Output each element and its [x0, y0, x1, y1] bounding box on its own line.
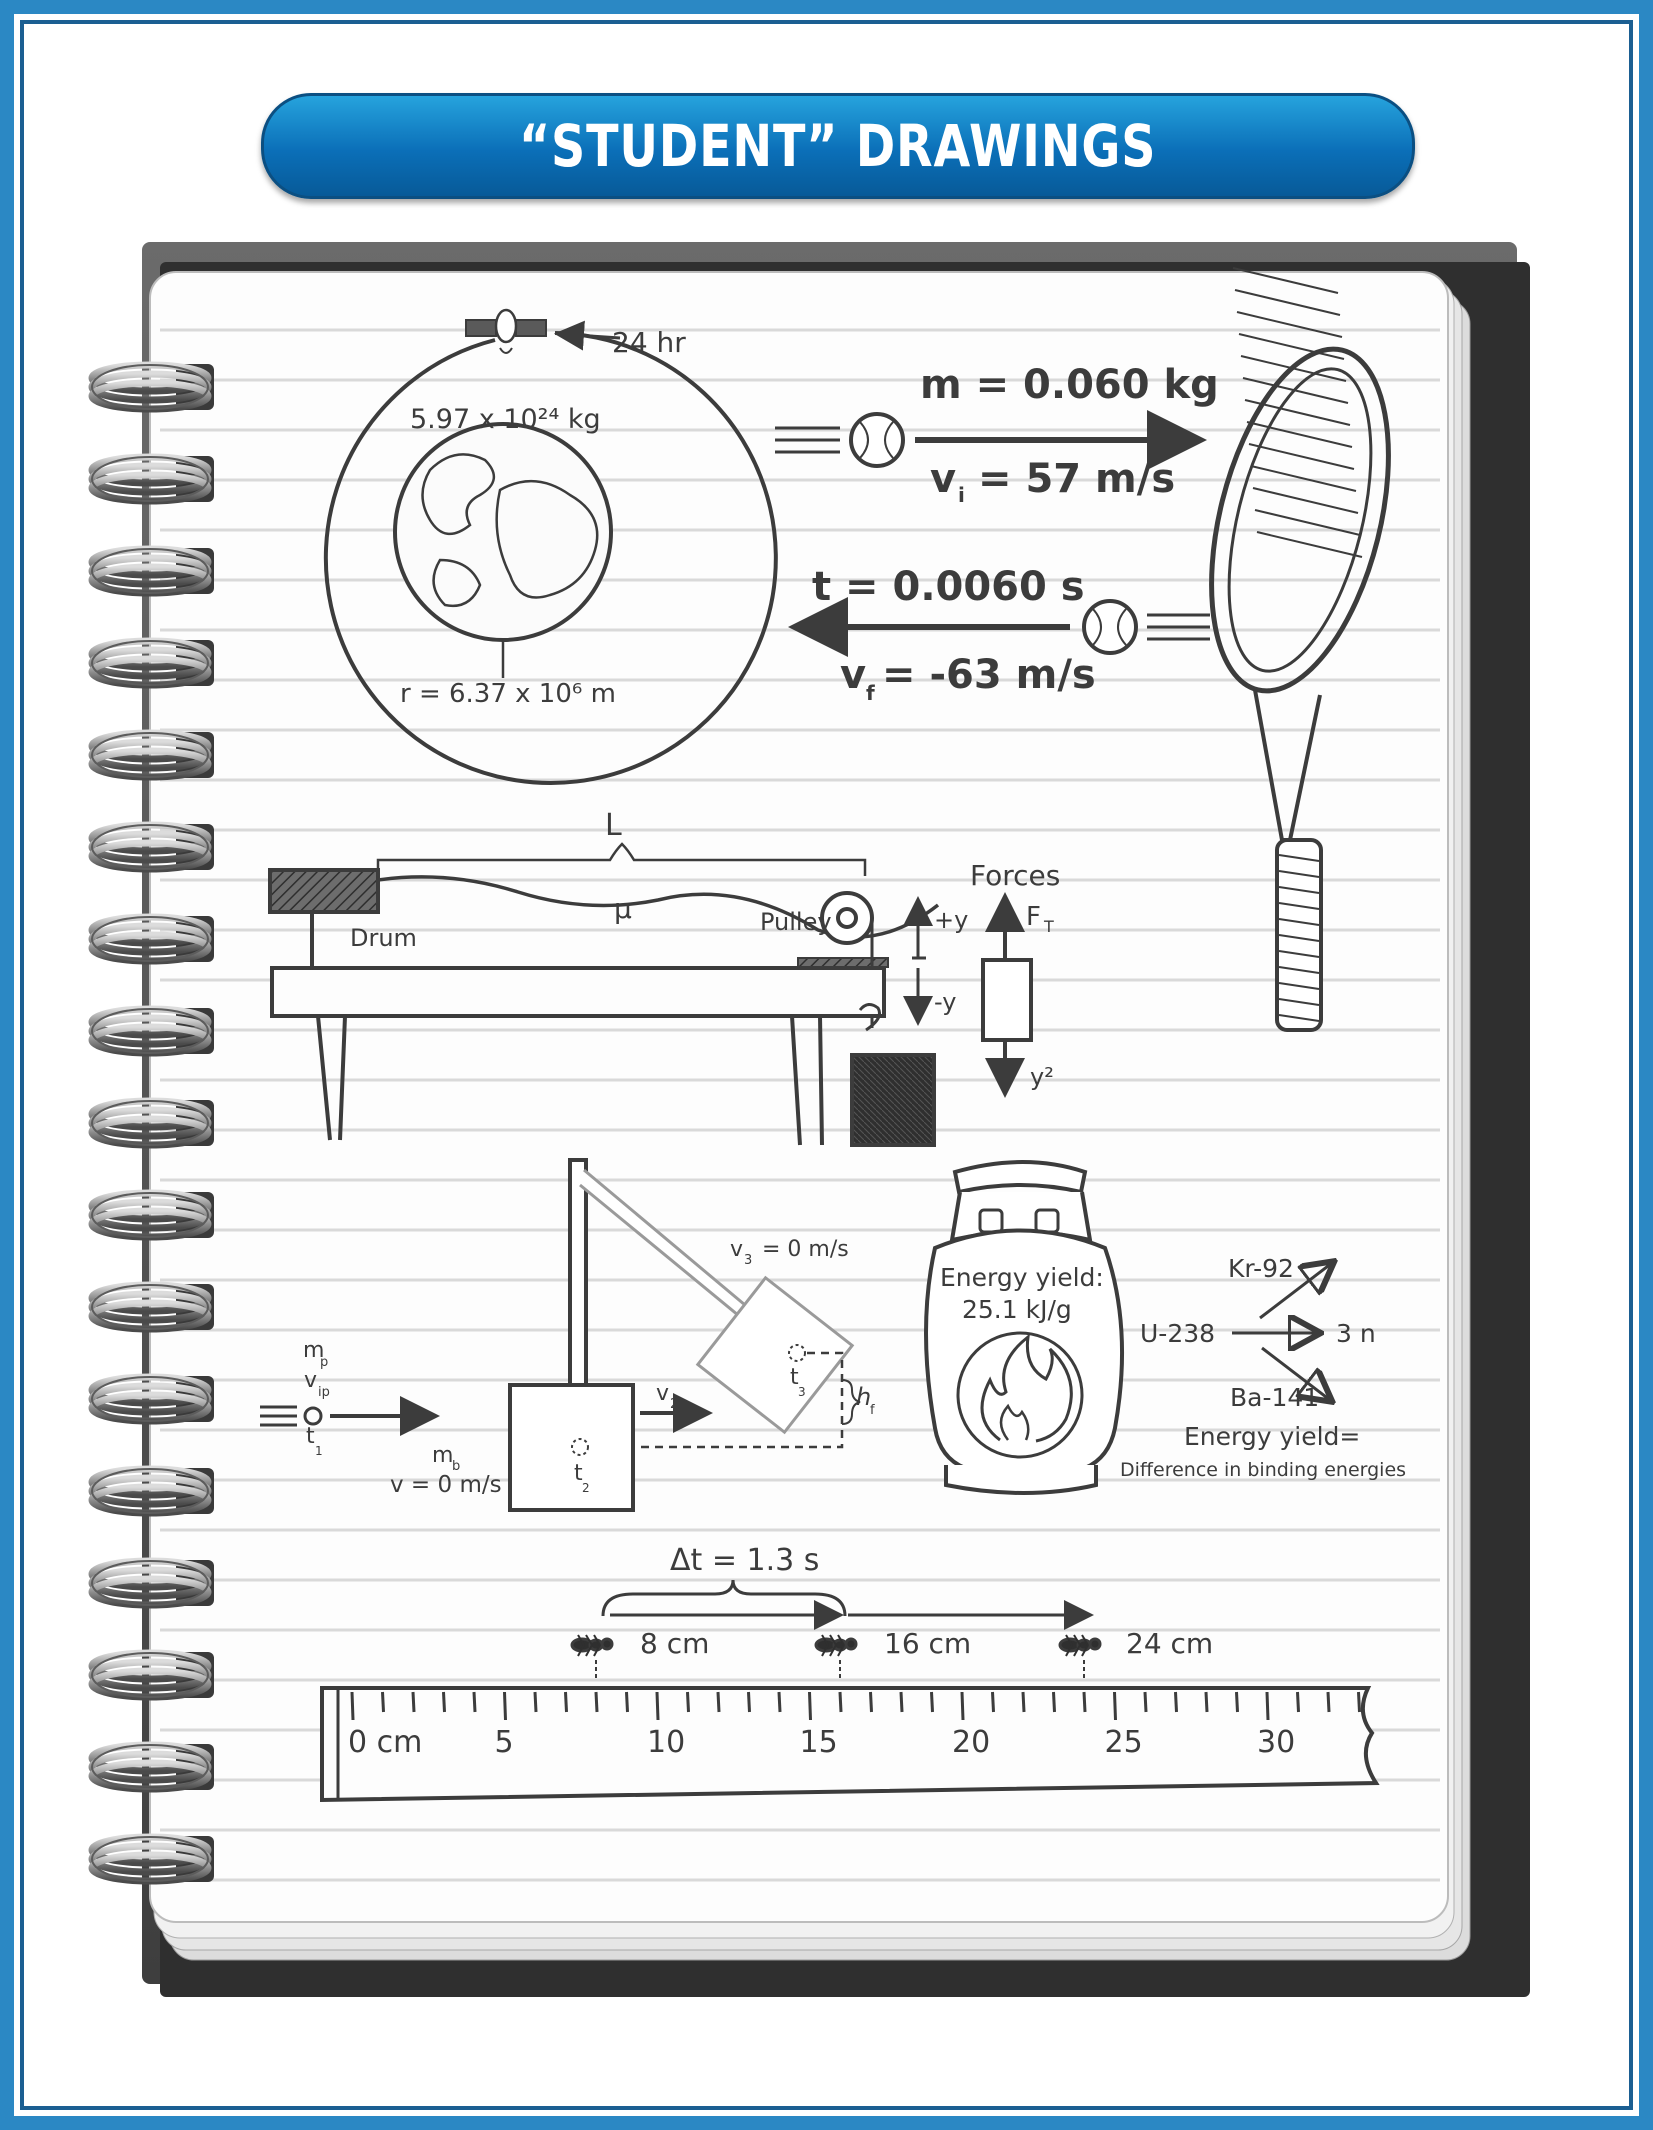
ant-position-label-3: 24 cm — [1126, 1627, 1214, 1660]
ant-position-label-1: 8 cm — [640, 1627, 710, 1660]
ruler-tick — [1298, 1692, 1299, 1712]
ruler-tick — [535, 1692, 536, 1712]
ruler-tick — [749, 1692, 750, 1712]
projectile-velocity-subscript: ip — [318, 1385, 330, 1400]
initial-velocity-subscript: i — [958, 483, 965, 507]
ruler-tick — [444, 1692, 445, 1712]
ruler-tick — [718, 1692, 719, 1712]
final-velocity-symbol: v — [840, 652, 867, 698]
height-symbol: h — [856, 1383, 872, 1411]
final-velocity-value: = -63 m/s — [882, 652, 1096, 698]
ruler-tick — [810, 1692, 811, 1720]
ruler-tick — [596, 1692, 597, 1712]
contact-time-label: t = 0.0060 s — [812, 564, 1085, 610]
ruler-tick-label: 20 — [952, 1725, 991, 1760]
ruler-tick — [1176, 1692, 1177, 1712]
tank-energy-yield-label: Energy yield: — [940, 1263, 1104, 1292]
ruler-tick — [932, 1692, 933, 1712]
ruler-tick — [505, 1692, 506, 1720]
ruler-tick — [840, 1692, 841, 1712]
banner-title: “STUDENT” DRAWINGS — [519, 112, 1157, 180]
block-initial-velocity: v = 0 m/s — [390, 1472, 502, 1498]
forces-label: Forces — [970, 859, 1061, 892]
projectile-mass-subscript: p — [320, 1355, 329, 1370]
ruler-tick-label: 25 — [1104, 1725, 1143, 1760]
ruler-tick — [1145, 1692, 1146, 1712]
fission-energy-yield-caption: Difference in binding energies — [1120, 1459, 1407, 1481]
block-mass-symbol: m — [432, 1443, 454, 1468]
ruler-tick — [1267, 1692, 1268, 1720]
ruler-tick — [779, 1692, 780, 1712]
pendulum-rod — [570, 1160, 586, 1392]
tennis-ball-icon-return — [1084, 601, 1136, 653]
ant-position-label-2: 16 cm — [884, 1627, 972, 1660]
block-velocity-symbol: v — [656, 1381, 670, 1406]
fission-parent-label: U-238 — [1140, 1319, 1216, 1348]
weight-force-label: y² — [1030, 1063, 1054, 1091]
ruler-tick — [566, 1692, 567, 1712]
ruler-tick — [688, 1692, 689, 1712]
initial-velocity-symbol: v — [930, 456, 957, 502]
earth-mass-label: 5.97 x 10²⁴ kg — [410, 404, 601, 435]
top-time-symbol: t — [790, 1365, 799, 1390]
minus-y-label: -y — [934, 988, 957, 1016]
ruler-tick — [1084, 1692, 1085, 1712]
tennis-ball-icon — [851, 414, 903, 466]
ruler-tick-label: 10 — [647, 1725, 686, 1760]
ruler-tick — [1023, 1692, 1024, 1712]
ruler-tick — [901, 1692, 902, 1712]
ruler-tick — [1237, 1692, 1238, 1712]
top-velocity-symbol: v — [730, 1237, 744, 1262]
ruler-tick — [627, 1692, 628, 1712]
ruler-tick-label: 15 — [799, 1725, 838, 1760]
orbit-radius-label: r = 6.37 x 10⁶ m — [400, 679, 616, 709]
linear-density-label: μ — [614, 892, 632, 925]
ruler-tick — [383, 1692, 384, 1712]
drum-block — [270, 870, 378, 912]
ruler-tick — [474, 1692, 475, 1712]
projectile-mass-symbol: m — [303, 1338, 325, 1363]
ruler-tick — [1328, 1692, 1329, 1712]
ruler-tick-label: 30 — [1257, 1725, 1296, 1760]
projectile-time-symbol: t — [306, 1424, 315, 1449]
block-time-symbol: t — [574, 1461, 583, 1486]
tension-force-subscript: T — [1044, 917, 1054, 936]
projectile-time-subscript: 1 — [315, 1444, 323, 1458]
ruler-tick — [657, 1692, 658, 1720]
top-velocity-subscript: 3 — [744, 1253, 753, 1268]
fission-product-barium: Ba-141 — [1230, 1383, 1320, 1412]
ruler-tick — [1115, 1692, 1116, 1720]
orbit-period-label: 24 hr — [612, 326, 686, 359]
hanging-mass — [852, 1055, 934, 1145]
fission-product-krypton: Kr-92 — [1228, 1254, 1294, 1283]
pulley-mount — [798, 958, 888, 967]
ruler-tick — [1359, 1692, 1360, 1712]
pulley-label: Pulley — [760, 908, 832, 936]
block-mass-subscript: b — [452, 1459, 461, 1474]
initial-velocity-value: = 57 m/s — [978, 456, 1176, 502]
time-interval-label: Δt = 1.3 s — [670, 1543, 820, 1578]
tank-energy-yield-value: 25.1 kJ/g — [962, 1295, 1072, 1324]
top-time-subscript: 3 — [798, 1385, 806, 1399]
ruler-body — [322, 1688, 1376, 1800]
ruler-tick — [962, 1692, 963, 1720]
projectile-velocity-symbol: v — [304, 1368, 318, 1393]
ruler-tick — [871, 1692, 872, 1712]
table-top — [272, 968, 884, 1016]
ball-mass-label: m = 0.060 kg — [920, 362, 1219, 408]
block-velocity-subscript: 2 — [670, 1397, 679, 1412]
ruler-tick — [993, 1692, 994, 1712]
ruler-tick — [413, 1692, 414, 1712]
ruler-tick-label: 5 — [494, 1725, 514, 1760]
block-time-subscript: 2 — [582, 1481, 590, 1495]
string-length-label: L — [605, 808, 622, 843]
ruler-tick — [1206, 1692, 1207, 1712]
tension-force-symbol: F — [1026, 902, 1041, 932]
drum-label: Drum — [350, 924, 417, 952]
fission-product-neutrons: 3 n — [1336, 1319, 1376, 1348]
final-velocity-subscript: f — [866, 681, 875, 705]
free-body-block — [983, 960, 1031, 1040]
ruler-tick-label: 0 cm — [348, 1725, 423, 1760]
earth-globe — [395, 424, 611, 640]
ruler-tick — [1054, 1692, 1055, 1712]
top-velocity-value: = 0 m/s — [762, 1237, 849, 1262]
ruler-tick — [352, 1692, 353, 1720]
fission-energy-yield-label: Energy yield= — [1184, 1422, 1361, 1451]
height-subscript: f — [870, 1403, 875, 1418]
plus-y-label: +y — [934, 906, 969, 934]
